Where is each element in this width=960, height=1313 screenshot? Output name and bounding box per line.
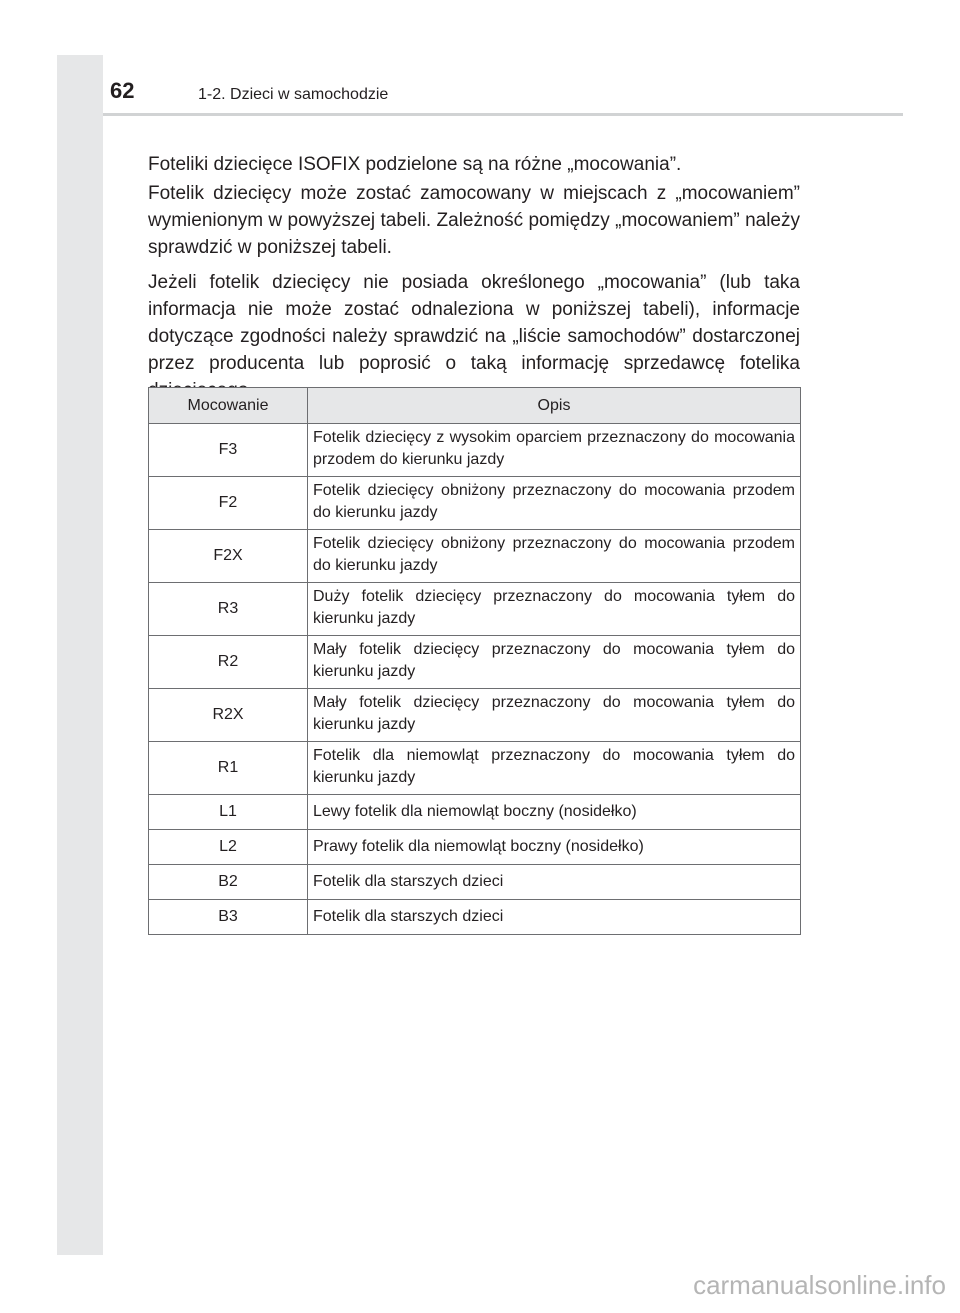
table-row: [149, 636, 801, 689]
section-title: 1-2. Dzieci w samochodzie: [198, 86, 389, 103]
table-row: [149, 477, 801, 530]
paragraph-intro: Foteliki dziecięce ISOFIX podzielone są na różne „mocowania”.: [148, 154, 682, 175]
mounting-code: R1: [149, 742, 308, 795]
mounting-code: F2: [149, 477, 308, 530]
mounting-code: L1: [149, 795, 308, 830]
mounting-description: Fotelik dla starszych dzieci: [308, 865, 801, 900]
mounting-description: Fotelik dziecięcy obniżony przeznaczony do mocowania przodem do kierunku jazdy: [308, 477, 801, 530]
table-row: [149, 795, 801, 830]
table-header-row: [149, 388, 801, 424]
mounting-description: Fotelik dziecięcy z wysokim oparciem przeznaczony do mocowania przodem do kierunku jazdy: [308, 424, 801, 477]
column-header-mounting: Mocowanie: [149, 388, 308, 424]
table-row: [149, 583, 801, 636]
mounting-code: R2X: [149, 689, 308, 742]
mounting-description: Mały fotelik dziecięcy przeznaczony do mocowania tyłem do kierunku jazdy: [308, 689, 801, 742]
page-side-band: [57, 55, 103, 1255]
table-row: [149, 689, 801, 742]
table-row: [149, 742, 801, 795]
table-row: [149, 865, 801, 900]
page-number: 62: [110, 78, 135, 103]
mounting-code: R3: [149, 583, 308, 636]
mounting-description: Lewy fotelik dla niemowląt boczny (nosidełko): [308, 795, 801, 830]
table-row: [149, 424, 801, 477]
mounting-code: L2: [149, 830, 308, 865]
paragraph-mounting: Fotelik dziecięcy może zostać zamocowany w miejscach z „mocowaniem” wymienionym w powyższej tabeli. Zależność pomiędzy „mocowaniem” należy sprawdzić w poniższej tabeli.: [148, 183, 800, 258]
mounting-description: Prawy fotelik dla niemowląt boczny (nosidełko): [308, 830, 801, 865]
mounting-description: Fotelik dla niemowląt przeznaczony do mocowania tyłem do kierunku jazdy: [308, 742, 801, 795]
watermark-text: carmanualsonline.info: [693, 1270, 946, 1300]
mounting-code: F3: [149, 424, 308, 477]
mounting-description: Duży fotelik dziecięcy przeznaczony do mocowania tyłem do kierunku jazdy: [308, 583, 801, 636]
mounting-description: Fotelik dla starszych dzieci: [308, 900, 801, 935]
mounting-table: [148, 387, 801, 935]
mounting-code: B2: [149, 865, 308, 900]
body-text: [148, 151, 800, 412]
paragraph-compatibility: Jeżeli fotelik dziecięcy nie posiada określonego „mocowania” (lub taka informacja nie może zostać odnaleziona w poniższej tabeli), informacje dotyczące zgodności należy sprawdzić na „liście samochodów” dostarczonej przez producenta lub poprosić o taką informację sprzedawcę fotelika: [148, 272, 800, 374]
header-divider: [103, 113, 903, 116]
mounting-code: R2: [149, 636, 308, 689]
table-row: [149, 900, 801, 935]
mounting-description: Fotelik dziecięcy obniżony przeznaczony do mocowania przodem do kierunku jazdy: [308, 530, 801, 583]
table-row: [149, 830, 801, 865]
column-header-description: Opis: [308, 388, 801, 424]
table-row: [149, 530, 801, 583]
mounting-code: B3: [149, 900, 308, 935]
mounting-code: F2X: [149, 530, 308, 583]
mounting-description: Mały fotelik dziecięcy przeznaczony do mocowania tyłem do kierunku jazdy: [308, 636, 801, 689]
